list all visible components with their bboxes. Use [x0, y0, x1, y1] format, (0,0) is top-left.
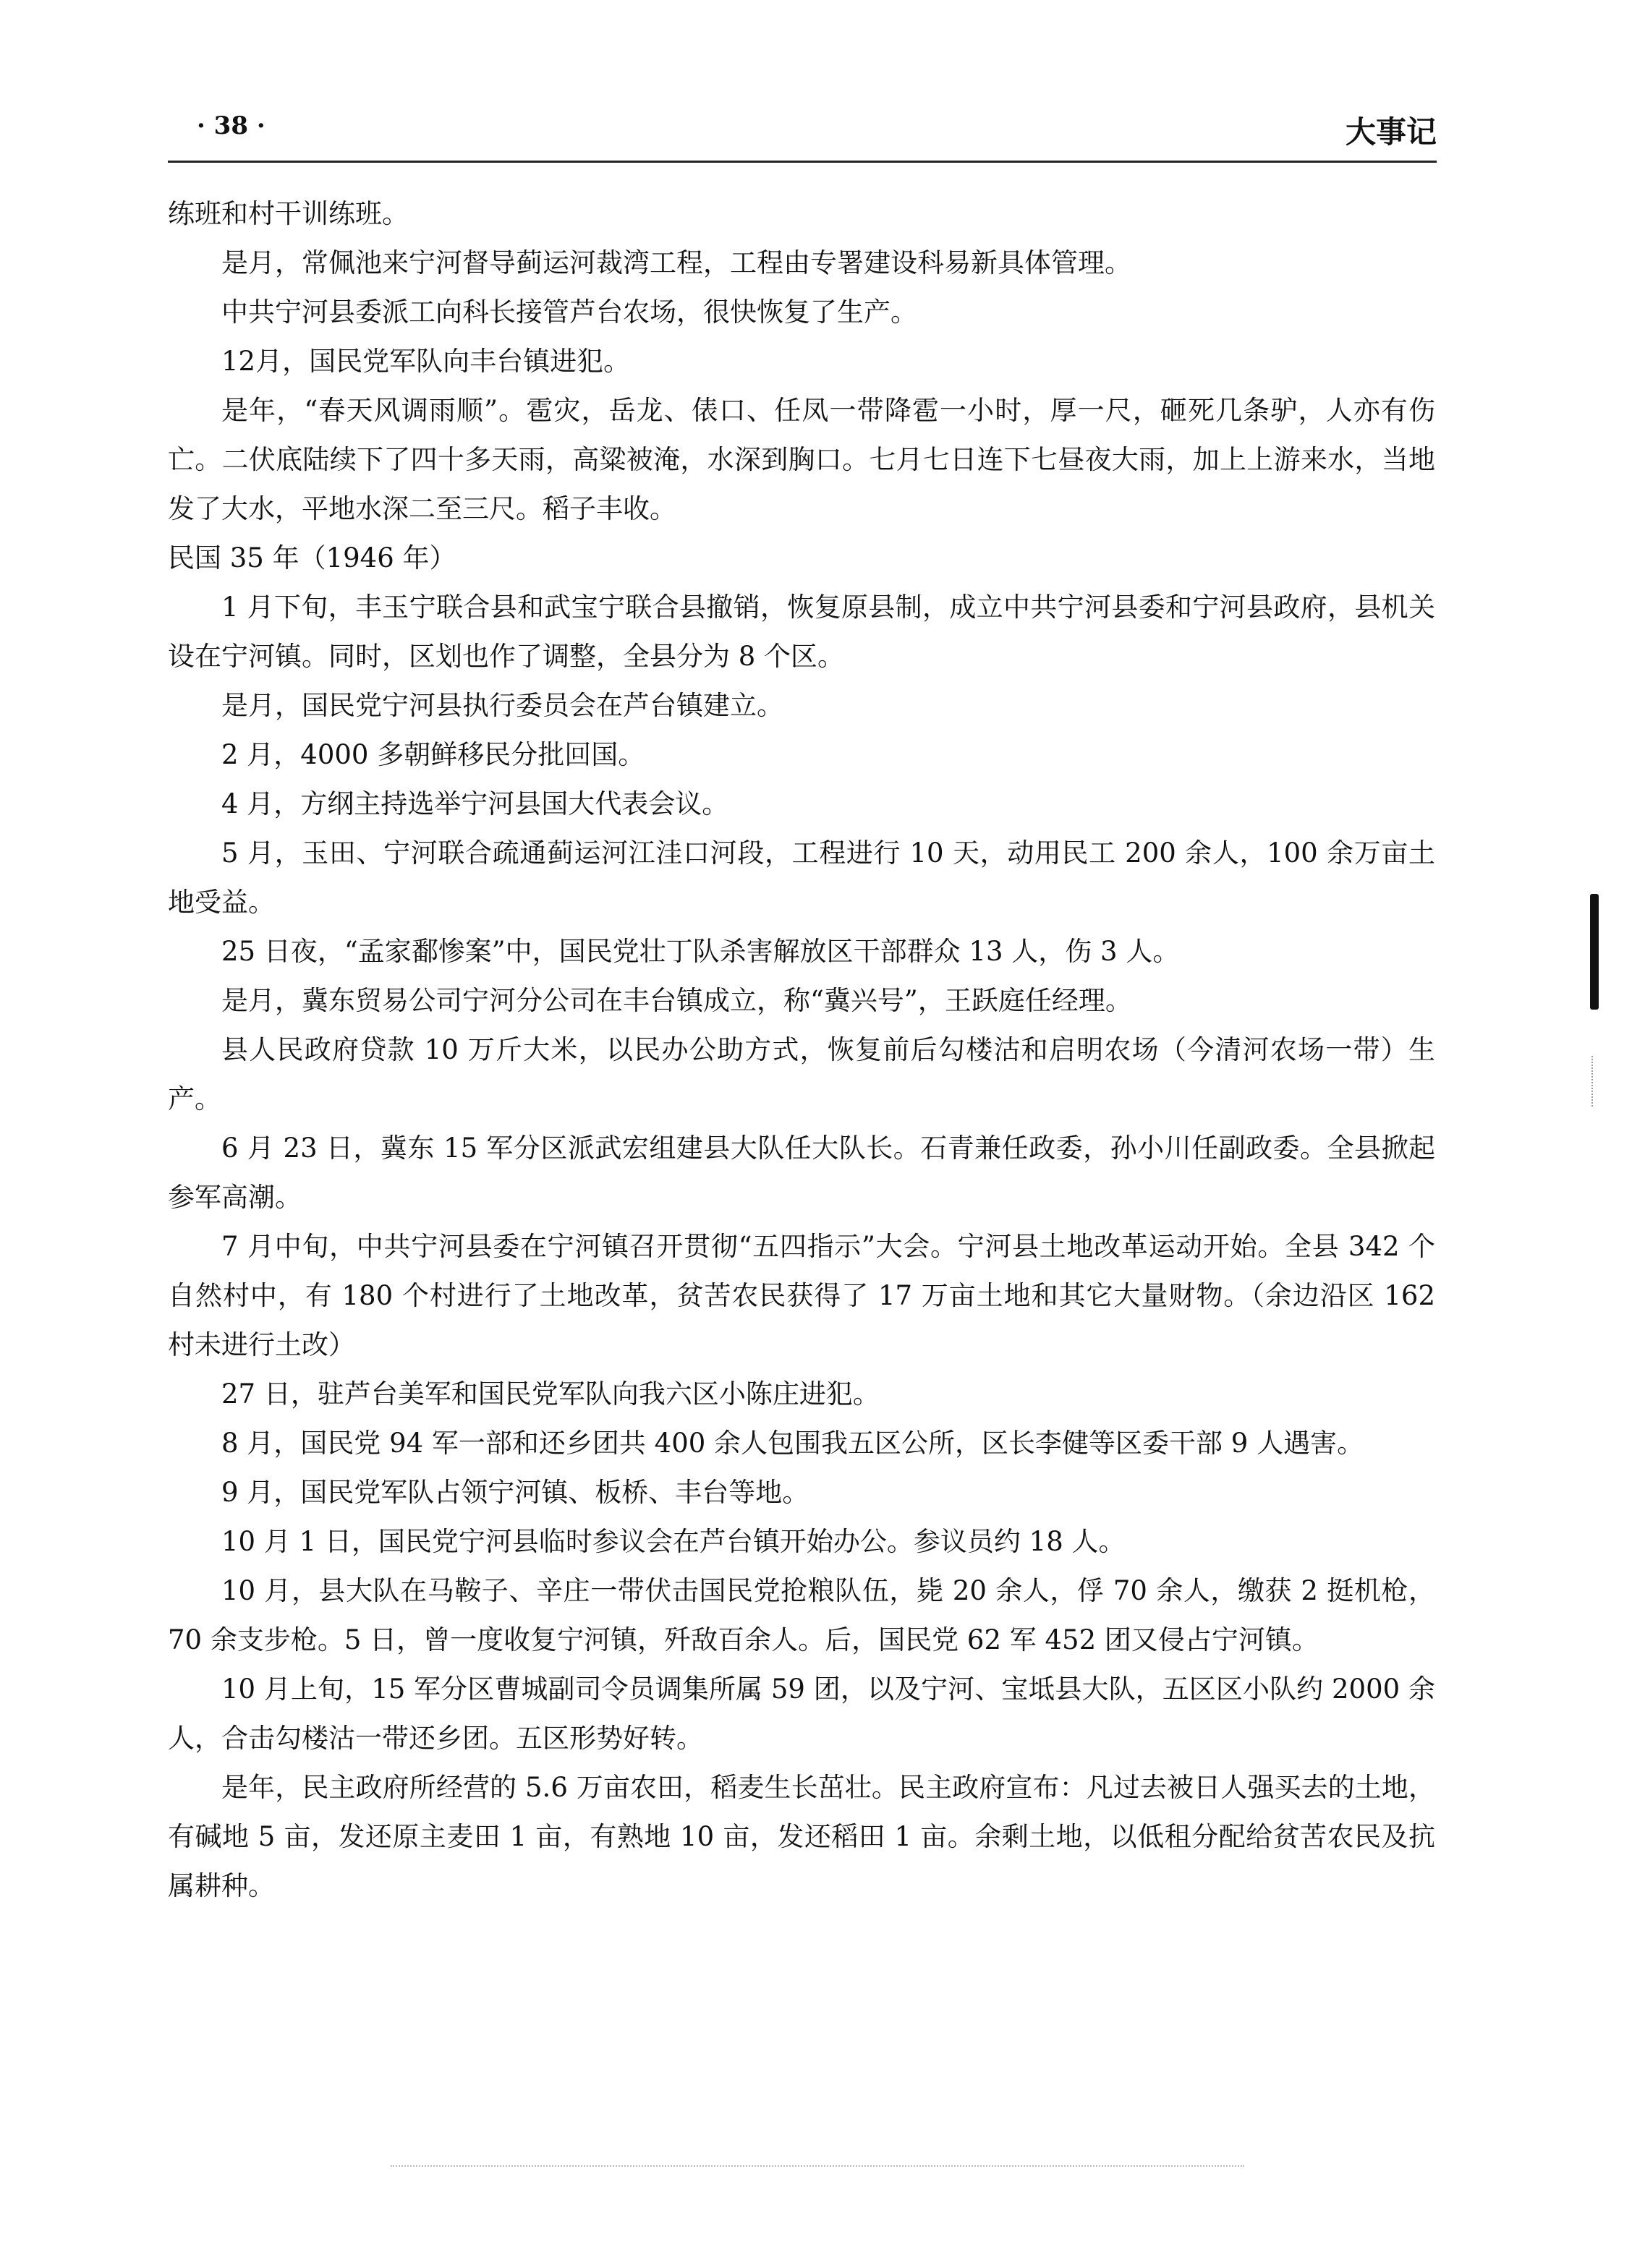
scan-bottom-noise [391, 2165, 1244, 2167]
paragraph: 12月，国民党军队向丰台镇进犯。 [221, 346, 631, 377]
paragraph: 是年，民主政府所经营的 5.6 万亩农田，稻麦生长茁壮。民主政府宣布：凡过去被日人强买去的土地，有碱地 5 亩，发还原主麦田 1 亩，有熟地 10 亩，发还稻田 1 亩。余剩土地，以低租分配给贫苦农民及抗属耕种。 [168, 1772, 1435, 1901]
paragraph: 10 月，县大队在马鞍子、辛庄一带伏击国民党抢粮队伍，毙 20 余人，俘 70 余人，缴获 2 挺机枪，70 余支步枪。5 日，曾一度收复宁河镇，歼敌百余人。后，国民党 62 军 452 团又侵占宁河镇。 [168, 1575, 1435, 1655]
year-heading: 民国 35 年（1946 年） [168, 542, 456, 574]
paragraph: 是年，“春天风调雨顺”。雹灾，岳龙、俵口、任凤一带降雹一小时，厚一尺，砸死几条驴，人亦有伤亡。二伏底陆续下了四十多天雨，高粱被淹，水深到胸口。七月七日连下七昼夜大雨，加上上游来水，当地发了大水，平地水深二至三尺。稻子丰收。 [168, 395, 1435, 524]
paragraph: 27 日，驻芦台美军和国民党军队向我六区小陈庄进犯。 [221, 1378, 880, 1410]
body-text [168, 189, 1435, 1911]
paragraph: 练班和村干训练班。 [168, 198, 409, 229]
paragraph: 5 月，玉田、宁河联合疏通蓟运河江洼口河段，工程进行 10 天，动用民工 200 余人，100 余万亩土地受益。 [168, 837, 1435, 918]
paragraph: 4 月，方纲主持选举宁河县国大代表会议。 [221, 788, 729, 819]
scan-margin-mark [1590, 894, 1599, 1010]
paragraph: 是月，国民党宁河县执行委员会在芦台镇建立。 [221, 690, 783, 721]
paragraph: 县人民政府贷款 10 万斤大米，以民办公助方式，恢复前后勾楼沽和启明农场（今清河农场一带）生产。 [168, 1034, 1435, 1114]
paragraph: 10 月 1 日，国民党宁河县临时参议会在芦台镇开始办公。参议员约 18 人。 [221, 1526, 1126, 1557]
paragraph: 1 月下旬，丰玉宁联合县和武宝宁联合县撤销，恢复原县制，成立中共宁河县委和宁河县政府，县机关设在宁河镇。同时，区划也作了调整，全县分为 8 个区。 [168, 592, 1435, 672]
running-title: 大事记 [1345, 114, 1437, 150]
paragraph: 是月，冀东贸易公司宁河分公司在丰台镇成立，称“冀兴号”，王跃庭任经理。 [221, 985, 1132, 1016]
paragraph: 10 月上旬，15 军分区曹城副司令员调集所属 59 团，以及宁河、宝坻县大队，五区区小队约 2000 余人，合击勾楼沽一带还乡团。五区形势好转。 [168, 1674, 1435, 1754]
paragraph: 8 月，国民党 94 军一部和还乡团共 400 余人包围我五区公所，区长李健等区委干部 9 人遇害。 [221, 1428, 1364, 1459]
scan-margin-specks [1591, 1056, 1599, 1107]
paragraph: 中共宁河县委派工向科长接管芦台农场，很快恢复了生产。 [221, 297, 917, 328]
paragraph: 9 月，国民党军队占领宁河镇、板桥、丰台等地。 [221, 1477, 809, 1508]
header-divider [168, 161, 1437, 163]
page-header [168, 108, 1437, 159]
paragraph: 25 日夜，“孟家鄱惨案”中，国民党壮丁队杀害解放区干部群众 13 人，伤 3 人。 [221, 936, 1180, 967]
paragraph: 是月，常佩池来宁河督导蓟运河裁湾工程，工程由专署建设科易新具体管理。 [221, 247, 1131, 278]
paragraph: 7 月中旬，中共宁河县委在宁河镇召开贯彻“五四指示”大会。宁河县土地改革运动开始。全县 342 个自然村中，有 180 个村进行了土地改革，贫苦农民获得了 17 万亩土地和其它大量财物。（余边沿区 162 村未进行土改） [168, 1231, 1435, 1360]
paragraph: 2 月，4000 多朝鲜移民分批回国。 [221, 739, 645, 770]
paragraph: 6 月 23 日，冀东 15 军分区派武宏组建县大队任大队长。石青兼任政委，孙小川任副政委。全县掀起参军高潮。 [168, 1133, 1435, 1213]
page-number: · 38 · [197, 111, 265, 140]
